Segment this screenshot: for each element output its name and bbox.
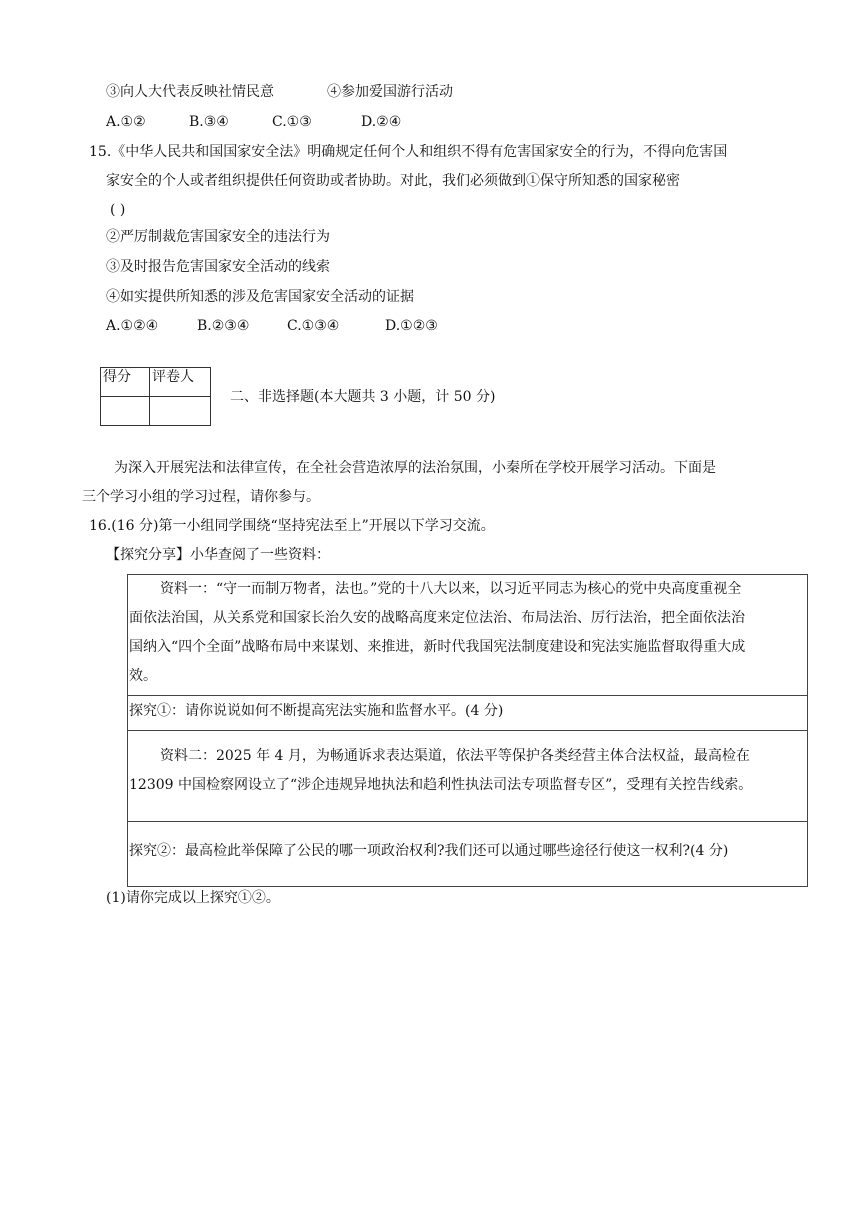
intro-line1: 为深入开展宪法和法律宣传，在全社会营造浓厚的法治氛围，小秦所在学校开展学习活动。下面是 xyxy=(114,460,716,476)
q14-option-b: B.③④ xyxy=(189,114,229,130)
q16-share-heading: 【探究分享】小华查阅了一些资料： xyxy=(106,547,330,563)
material1-line4: 效。 xyxy=(129,668,157,684)
q15-stem-line1: 15.《中华人民共和国国家安全法》明确规定任何个人和组织不得有危害国家安全的行为，不得向危害国 xyxy=(89,144,728,160)
q15-item-4: ④如实提供所知悉的涉及危害国家安全活动的证据 xyxy=(106,289,414,305)
score-header: 得分 xyxy=(101,368,150,397)
q16-task: (1)请你完成以上探究①②。 xyxy=(106,890,280,906)
q15-item-2: ②严厉制裁危害国家安全的违法行为 xyxy=(106,229,330,245)
grader-cell[interactable] xyxy=(150,397,211,426)
q14-item-4: ④参加爱国游行活动 xyxy=(327,84,453,100)
q14-option-d: D.②④ xyxy=(361,114,402,130)
material1-line1: 资料一：“守一而制万物者，法也。”党的十八大以来，以习近平同志为核心的党中央高度重视全 xyxy=(160,581,742,597)
q15-option-c: C.①③④ xyxy=(287,318,340,334)
q15-item-3: ③及时报告危害国家安全活动的线索 xyxy=(106,259,330,275)
q15-answer-blank: ( ) xyxy=(110,202,126,218)
material2-line2: 12309 中国检察网设立了“涉企违规异地执法和趋利性执法司法专项监督专区”，受理有关控告线索。 xyxy=(129,777,753,793)
material1-line2: 面依法治国，从关系党和国家长治久安的战略高度来定位法治、布局法治、厉行法治，把全面依法治 xyxy=(129,610,745,626)
q15-option-d: D.①②③ xyxy=(385,318,438,334)
q16-stem: 16.(16 分)第一小组同学围绕“坚持宪法至上”开展以下学习交流。 xyxy=(89,518,495,534)
q14-option-a: A.①② xyxy=(106,114,146,130)
q14-option-c: C.①③ xyxy=(272,114,312,130)
q15-option-a: A.①②④ xyxy=(106,318,159,334)
grader-header: 评卷人 xyxy=(150,368,211,397)
material2-line1: 资料二：2025 年 4 月，为畅通诉求表达渠道，依法平等保护各类经营主体合法权益，最高检在 xyxy=(160,748,750,764)
box-divider xyxy=(127,821,808,822)
score-cell[interactable] xyxy=(101,397,150,426)
box-divider xyxy=(127,730,808,731)
material1-line3: 国纳入“四个全面”战略布局中来谋划、来推进，新时代我国宪法制度建设和宪法实施监督取得重大成 xyxy=(129,639,746,655)
q15-option-b: B.②③④ xyxy=(197,318,250,334)
score-table xyxy=(100,367,211,426)
section-title: 二、非选择题(本大题共 3 小题，计 50 分) xyxy=(230,389,496,405)
intro-line2: 三个学习小组的学习过程，请你参与。 xyxy=(82,489,320,505)
inquiry1: 探究①：请你说说如何不断提高宪法实施和监督水平。(4 分) xyxy=(129,703,504,719)
box-divider xyxy=(127,695,808,696)
inquiry2: 探究②：最高检此举保障了公民的哪一项政治权利?我们还可以通过哪些途径行使这一权利?(4 分) xyxy=(129,843,729,859)
q14-item-3: ③向人大代表反映社情民意 xyxy=(106,84,274,100)
q15-stem-line2: 家安全的个人或者组织提供任何资助或者协助。对此，我们必须做到①保守所知悉的国家秘密 xyxy=(106,173,680,189)
